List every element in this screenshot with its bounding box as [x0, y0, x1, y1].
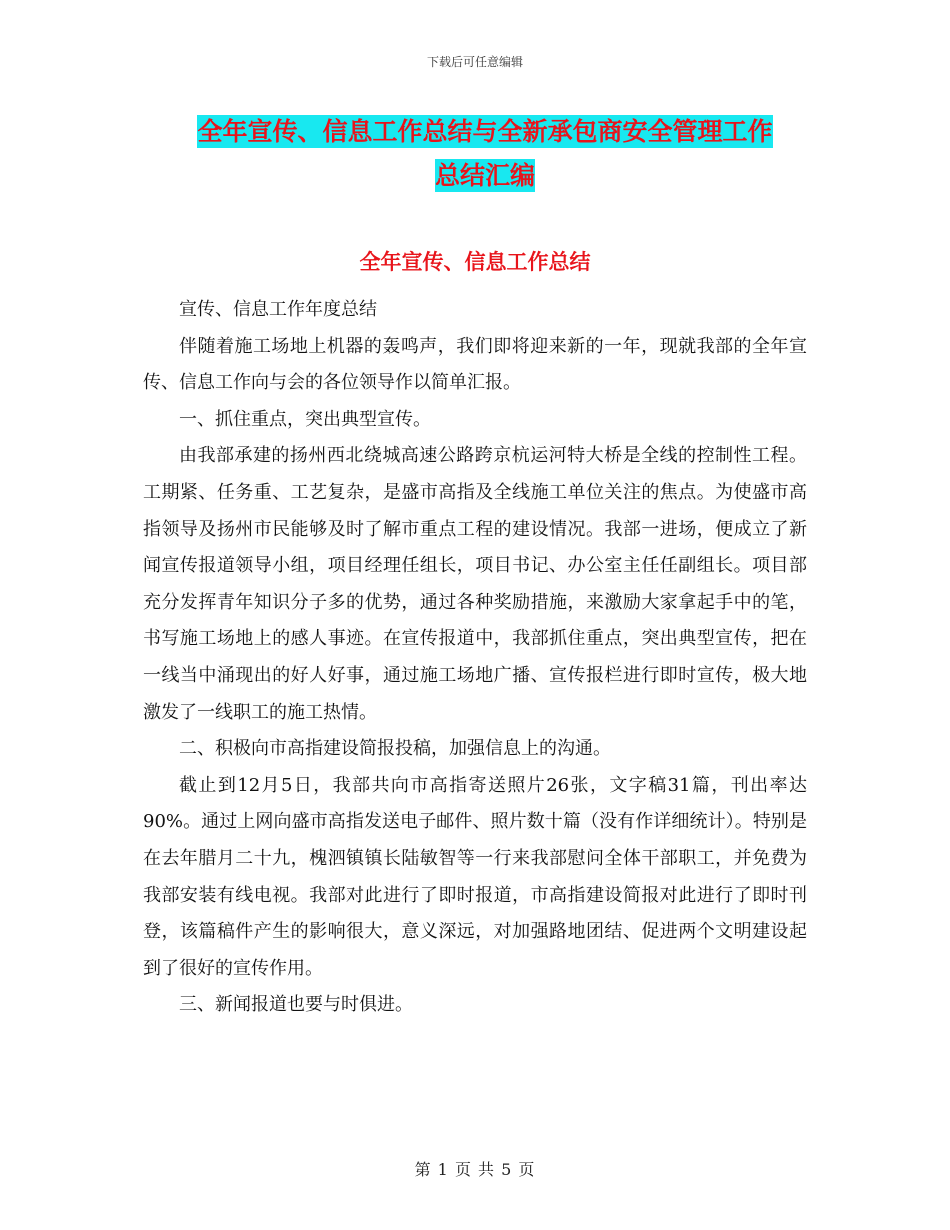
section-title: 全年宣传、信息工作总结 [359, 250, 591, 274]
document-title-line-1: 全年宣传、信息工作总结与全新承包商安全管理工作 [197, 117, 773, 146]
paragraph: 二、积极向市高指建设简报投稿，加强信息上的沟通。 [179, 738, 611, 760]
paragraph: 截止到12月5日，我部共向市高指寄送照片26张，文字稿31篇，刊出率达90%。通过上网向盛市高指发送电子邮件、照片数十篇（没有作详细统计）。特别是在去年腊月二十九，槐泗镇镇长陆敏智等一行来我部慰问全体干部职工，并免费为我部安装有线电视。我部对此进行了即时报道，市高指建设简报对此进行了即时刊登，该篇稿件产生的影响很大，意义深远，对加强路地团结、促进两个文明建设起到了很好的宣传作用。 [143, 774, 807, 979]
paragraph: 宣传、信息工作年度总结 [179, 299, 377, 320]
header-note: 下载后可任意编辑 [426, 55, 523, 69]
document-title [140, 110, 830, 198]
paragraph: 一、抓住重点，突出典型宣传。 [179, 408, 431, 430]
paragraph: 伴随着施工场地上机器的轰鸣声，我们即将迎来新的一年，现就我部的全年宣传、信息工作向与会的各位领导作以简单汇报。 [143, 335, 807, 394]
paragraph: 由我部承建的扬州西北绕城高速公路跨京杭运河特大桥是全线的控制性工程。工期紧、任务重、工艺复杂，是盛市高指及全线施工单位关注的焦点。为使盛市高指领导及扬州市民能够及时了解市重点工程的建设情况。我部一进场，便成立了新闻宣传报道领导小组，项目经理任组长，项目书记、办公室主任任副组长。项目部充分发挥青年知识分子多的优势，通过各种奖励措施，来激励大家拿起手中的笔，书写施工场地上的感人事迹。在宣传报道中，我部抓住重点，突出典型宣传，把在一线当中涌现出的好人好事，通过施工场地广播、宣传报栏进行即时宣传，极大地激发了一线职工的施工热情。 [143, 445, 807, 723]
document-body [143, 292, 807, 1024]
paragraph: 三、新闻报道也要与时俱进。 [179, 994, 413, 1016]
page-number: 第 1 页 共 5 页 [414, 1160, 536, 1179]
document-title-line-2: 总结汇编 [434, 161, 535, 190]
